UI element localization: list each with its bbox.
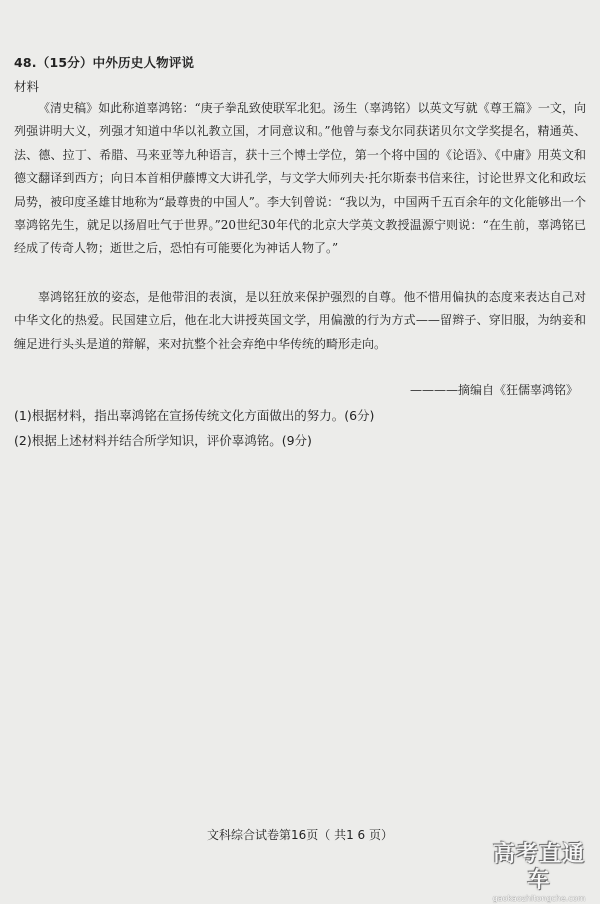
sub-question-1: (1)根据材料，指出辜鸿铭在宣扬传统文化方面做出的努力。(6分): [14, 408, 375, 423]
question-heading: 48.（15分）中外历史人物评说: [14, 55, 195, 70]
source-citation: ————摘编自《狂儒辜鸿铭》: [409, 383, 578, 397]
material-paragraph-1: 《清史稿》如此称道辜鸿铭：“庚子拳乱致使联军北犯。汤生（辜鸿铭）以英文写就《尊王篇》一文，向列强讲明大义，列强才知道中华以礼教立国，才同意议和。”他曾与泰戈尔同获诺贝尔文学奖提名，精通英、法、德、拉丁、希腊、马来亚等九种语言，获十三个博士学位，第一个将中国的《论语》、《中庸》用英文和德文翻译到西方；向日本首相伊藤博文大讲孔学，与文学大师列夫·托尔斯泰书信来往，讨论世界文化和政坛局势，被印度圣雄甘地称为“最尊贵的中国人”。李大钊曾说：“我以为，中国两千五百余年的文化能够出一个辜鸿铭先生，就足以扬眉吐气于世界。”20世纪30年代的北京大学英文教授温源宁则说：“在生前，辜鸿铭已经成了传奇人物；逝世之后，恐怕有可能要化为神话人物了。”: [14, 101, 586, 256]
material-label: 材料: [14, 79, 40, 94]
watermark-url: gaokaozhitongche.com: [492, 894, 586, 903]
sub-question-2: (2)根据上述材料并结合所学知识，评价辜鸿铭。(9分): [14, 433, 312, 448]
watermark-logo: [484, 842, 594, 904]
watermark-title: 高考直通车: [492, 842, 585, 893]
page-footer: 文科综合试卷第16页（ 共1 6 页）: [207, 828, 393, 842]
material-paragraph-2: 辜鸿铭狂放的姿态，是他带泪的表演，是以狂放来保护强烈的自尊。他不惜用偏执的态度来表达自己对中华文化的热爱。民国建立后，他在北大讲授英国文学，用偏激的行为方式——留辫子、穿旧服，为纳妾和缠足进行头头是道的辩解，来对抗整个社会弃绝中华传统的畸形走向。: [14, 290, 586, 351]
